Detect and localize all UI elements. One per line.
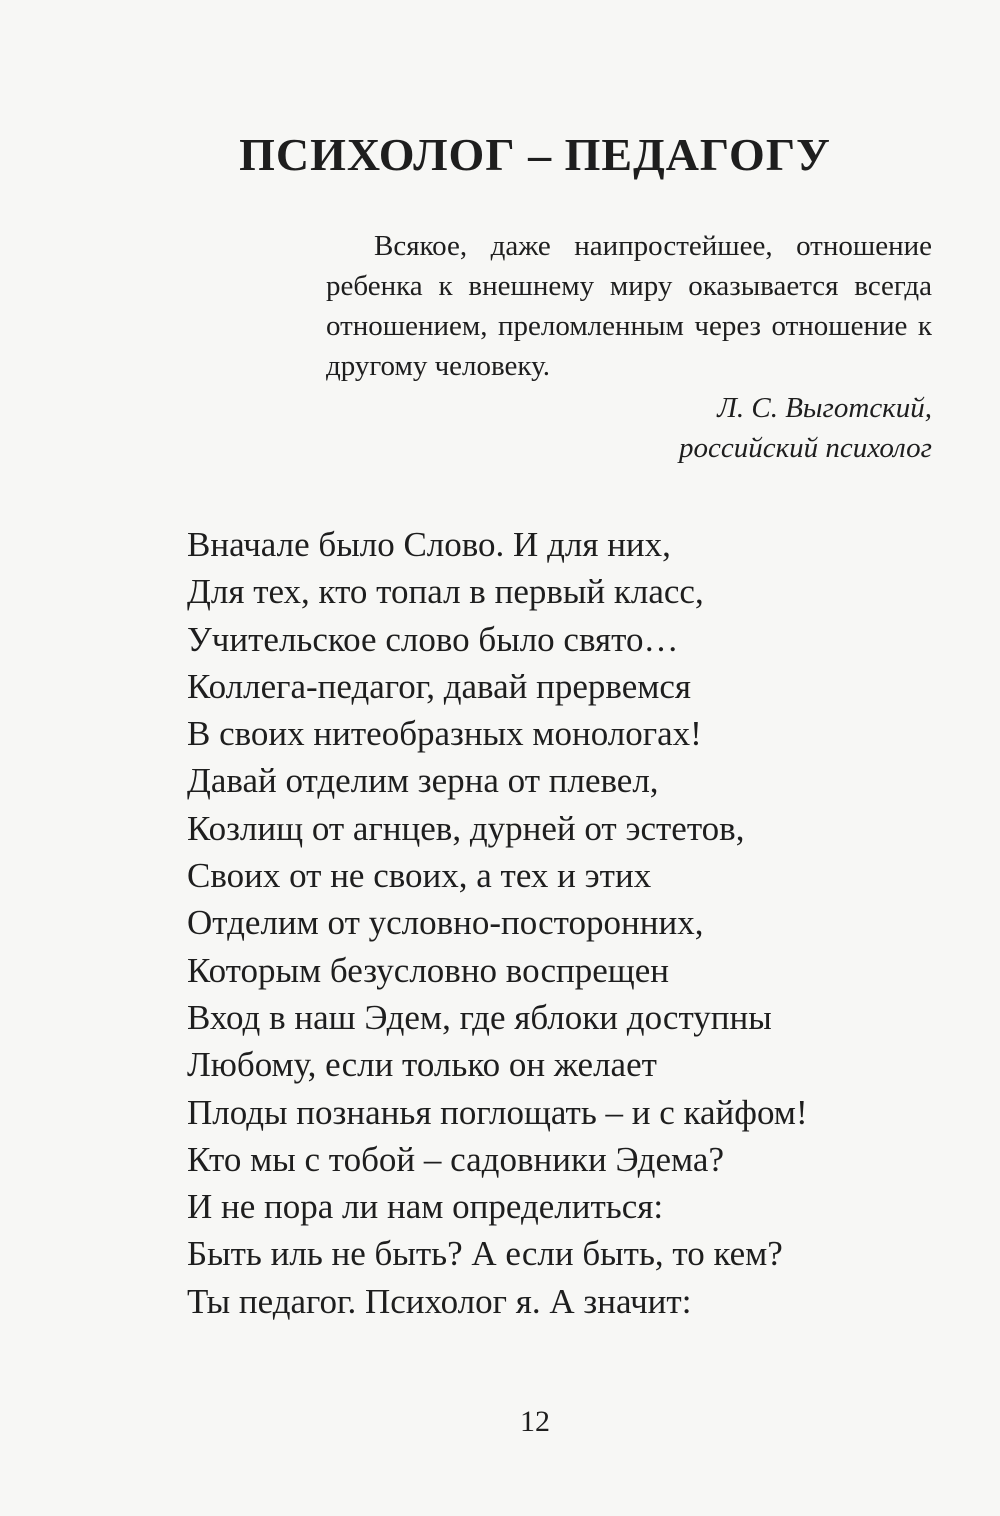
page-title: ПСИХОЛОГ – ПЕДАГОГУ: [239, 129, 831, 180]
poem-line: Учительское слово было свято…: [187, 619, 679, 659]
poem-line: Своих от не своих, а тех и этих: [187, 856, 652, 896]
poem-line: В своих нитеобразных монологах!: [187, 714, 702, 754]
epigraph-author: Л. С. Выготский,: [717, 392, 932, 424]
poem-line: Давай отделим зерна от плевел,: [187, 761, 659, 801]
poem-line: Для тех, кто топал в первый класс,: [187, 572, 704, 612]
epigraph-text: Всякое, даже наипростейшее, отношение ребенка к внешнему миру оказывается всегда отношением, преломленным через отношение к другому человеку.: [326, 230, 932, 382]
poem-line: Любому, если только он желает: [187, 1045, 657, 1085]
poem-line: Отделим от условно-посторонних,: [187, 903, 704, 943]
epigraph-author-role: российский психолог: [678, 432, 932, 464]
poem-line: Плоды познанья поглощать – и с кайфом!: [187, 1092, 808, 1132]
epigraph-attribution: [326, 388, 932, 468]
poem-line: Вначале было Слово. И для них,: [187, 525, 671, 564]
poem-line: Кто мы с тобой – садовники Эдема?: [187, 1139, 724, 1179]
poem: [187, 521, 947, 1325]
page-number: 12: [520, 1405, 550, 1438]
poem-line: Которым безусловно воспрещен: [187, 950, 669, 990]
poem-line: Быть иль не быть? А если быть, то кем?: [187, 1234, 783, 1274]
poem-line: И не пора ли нам определиться:: [187, 1187, 664, 1227]
poem-line: Козлищ от агнцев, дурней от эстетов,: [187, 808, 745, 848]
poem-line: Ты педагог. Психолог я. А значит:: [187, 1281, 692, 1321]
epigraph: [326, 226, 932, 468]
poem-line: Коллега-педагог, давай прервемся: [187, 666, 692, 706]
poem-line: Вход в наш Эдем, где яблоки доступны: [187, 997, 772, 1037]
